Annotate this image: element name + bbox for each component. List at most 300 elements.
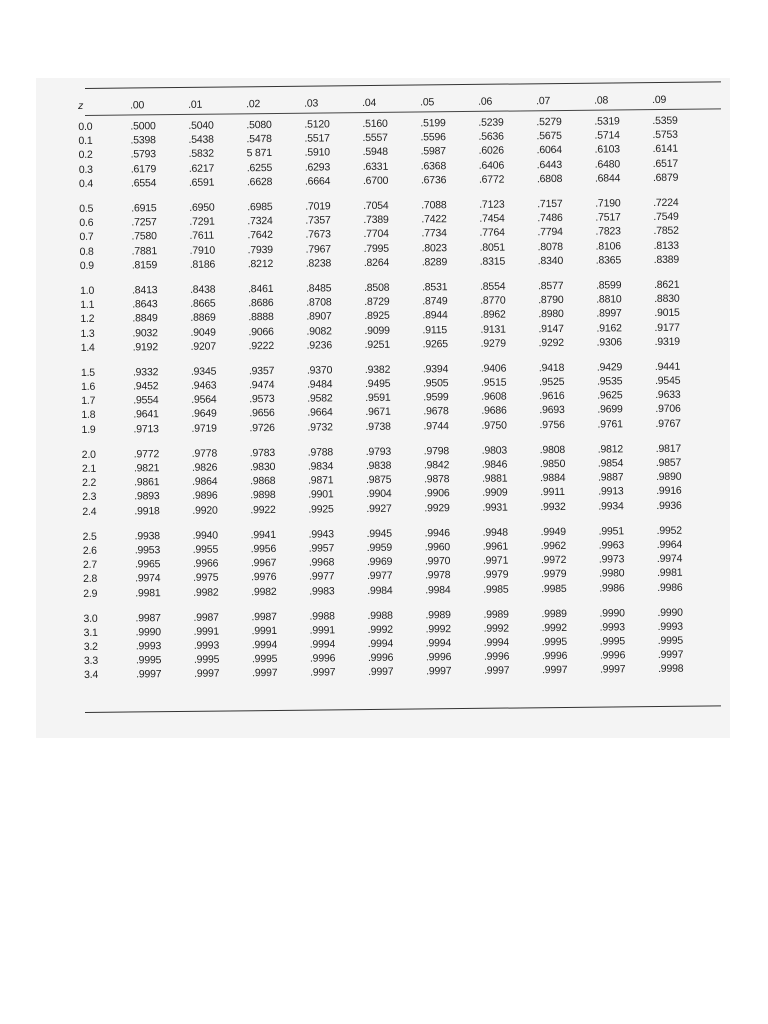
probability-cell: .9995 — [193, 653, 220, 667]
probability-cell: .9948 — [482, 526, 508, 539]
probability-cell: .7422 — [421, 213, 447, 226]
z-value-cell: 1.8 — [81, 409, 96, 422]
probability-cell: .8643 — [132, 298, 158, 311]
probability-cell: .9881 — [481, 472, 508, 486]
probability-cell: .9997 — [194, 668, 220, 681]
probability-cell: .9982 — [251, 585, 277, 598]
probability-cell: .9803 — [481, 444, 508, 457]
z-value-cell: 0.4 — [78, 177, 94, 190]
z-value-cell: 0.0 — [78, 120, 93, 134]
probability-cell: .7257 — [131, 216, 157, 229]
probability-cell: .9993 — [599, 621, 625, 634]
probability-cell: .5000 — [130, 120, 156, 133]
probability-cell: .9988 — [367, 609, 393, 622]
probability-cell: .8238 — [305, 257, 332, 270]
z-value-cell: 1.6 — [81, 380, 96, 394]
probability-cell: .7734 — [421, 227, 447, 240]
z-value-cell: 0.3 — [78, 163, 93, 176]
probability-cell: .9953 — [134, 544, 161, 557]
probability-cell: .8925 — [364, 310, 390, 323]
z-value-cell: 2.3 — [82, 491, 97, 504]
probability-cell: .9992 — [425, 623, 451, 636]
probability-cell: .9979 — [540, 568, 567, 581]
probability-cell: .9292 — [538, 336, 564, 349]
probability-cell: .8888 — [248, 311, 274, 324]
probability-cell: .7019 — [305, 200, 331, 213]
probability-cell: .9761 — [597, 417, 623, 431]
probability-cell: .9738 — [365, 420, 391, 433]
probability-cell: .7611 — [189, 229, 215, 243]
probability-cell: .8461 — [247, 282, 274, 296]
probability-cell: .9931 — [482, 501, 508, 514]
probability-cell: .9418 — [538, 361, 565, 375]
probability-cell: .9989 — [425, 608, 451, 622]
z-value-cell: 1.3 — [80, 327, 95, 340]
probability-cell: .9868 — [250, 475, 276, 488]
z-value-cell: 2.7 — [82, 558, 97, 572]
probability-cell: .9934 — [598, 499, 624, 513]
probability-cell: .9838 — [365, 459, 392, 473]
probability-cell: .9940 — [192, 529, 218, 542]
probability-cell: .6480 — [594, 157, 621, 171]
probability-cell: .9994 — [309, 638, 336, 651]
z-value-cell: 0.2 — [78, 149, 93, 162]
probability-cell: .9929 — [424, 501, 450, 514]
probability-cell: .9207 — [190, 340, 216, 353]
probability-cell: .8186 — [189, 258, 216, 271]
probability-cell: .9854 — [597, 457, 624, 470]
probability-cell: .8869 — [190, 311, 216, 325]
probability-cell: .9864 — [192, 475, 218, 489]
probability-cell: .9664 — [307, 406, 333, 420]
probability-cell: .9987 — [193, 611, 219, 624]
probability-cell: .9943 — [308, 528, 334, 541]
probability-cell: .9990 — [135, 626, 161, 639]
probability-cell: .7794 — [537, 226, 563, 239]
z-value-cell: 3.0 — [83, 612, 98, 625]
probability-cell: .9049 — [190, 326, 216, 339]
probability-cell: .9949 — [540, 525, 566, 538]
probability-cell: .6368 — [420, 159, 447, 173]
probability-cell: .9966 — [192, 557, 219, 570]
column-header: .04 — [362, 96, 377, 110]
probability-cell: .9984 — [367, 584, 393, 597]
z-value-cell: 1.2 — [80, 313, 95, 326]
probability-cell: .9699 — [597, 403, 623, 417]
probability-cell: .5040 — [188, 119, 214, 132]
probability-cell: .8438 — [189, 283, 216, 296]
z-value-cell: 0.7 — [79, 231, 94, 244]
probability-cell: .9032 — [132, 326, 158, 339]
probability-cell: .9846 — [481, 458, 508, 471]
probability-cell: .9932 — [540, 500, 566, 513]
probability-cell: .9992 — [541, 621, 567, 635]
probability-cell: .6985 — [247, 201, 273, 214]
probability-cell: .9842 — [423, 459, 450, 472]
probability-cell: .9463 — [191, 379, 217, 392]
probability-cell: .9996 — [425, 651, 452, 664]
probability-cell: 5 871 — [246, 147, 272, 160]
probability-cell: .6664 — [304, 175, 331, 188]
probability-cell: .9808 — [539, 443, 566, 457]
probability-cell: .6808 — [536, 172, 563, 186]
probability-cell: .5478 — [246, 133, 272, 146]
probability-cell: .6064 — [536, 144, 562, 157]
probability-cell: .5239 — [478, 116, 504, 129]
probability-cell: .9974 — [135, 572, 161, 585]
probability-cell: .9616 — [539, 390, 565, 403]
probability-cell: .9965 — [134, 558, 161, 571]
probability-cell: .6554 — [130, 177, 157, 190]
probability-cell: .9744 — [423, 419, 449, 433]
column-header: .03 — [304, 97, 319, 110]
probability-cell: .9918 — [134, 504, 160, 518]
probability-cell: .9826 — [191, 461, 218, 474]
probability-cell: .9992 — [367, 623, 393, 636]
probability-cell: .6406 — [478, 159, 505, 172]
probability-cell: .9970 — [424, 555, 451, 568]
probability-cell: .9909 — [482, 486, 508, 500]
probability-cell: .6293 — [304, 161, 331, 174]
probability-cell: .9938 — [134, 529, 160, 543]
probability-cell: .7190 — [595, 197, 621, 210]
probability-cell: .9357 — [248, 364, 275, 378]
column-header: .09 — [652, 93, 667, 106]
probability-cell: .5714 — [594, 129, 620, 142]
probability-cell: .9901 — [308, 488, 334, 502]
z-value-cell: 1.7 — [81, 395, 96, 408]
probability-cell: .9987 — [135, 611, 161, 625]
probability-cell: .9996 — [483, 650, 510, 664]
probability-cell: .8051 — [479, 241, 505, 254]
probability-cell: .8849 — [132, 312, 158, 325]
probability-cell: .5557 — [362, 132, 388, 145]
probability-cell: .9591 — [365, 392, 391, 405]
probability-cell: .9998 — [657, 663, 684, 676]
probability-cell: .9988 — [309, 610, 335, 623]
probability-cell: .8133 — [653, 239, 679, 252]
column-header: .08 — [594, 94, 609, 107]
probability-cell: .5080 — [246, 119, 272, 132]
probability-cell: .9996 — [309, 652, 336, 665]
probability-cell: .9997 — [136, 668, 162, 681]
probability-cell: .8577 — [537, 279, 564, 293]
probability-cell: .9920 — [192, 504, 218, 517]
probability-cell: .9830 — [249, 460, 276, 474]
probability-cell: .6217 — [188, 162, 215, 175]
probability-cell: .9082 — [306, 324, 332, 338]
probability-cell: .6255 — [246, 161, 273, 174]
probability-cell: .9967 — [250, 557, 277, 570]
probability-cell: .9573 — [249, 393, 275, 406]
column-header: .05 — [420, 96, 435, 109]
probability-cell: .9706 — [655, 403, 681, 416]
probability-cell: .9861 — [134, 476, 160, 489]
probability-cell: .9265 — [422, 337, 448, 351]
column-header: .00 — [130, 99, 145, 112]
probability-cell: .9484 — [306, 378, 333, 391]
probability-cell: .9982 — [193, 586, 219, 599]
probability-cell: .7642 — [247, 229, 273, 242]
probability-cell: .9756 — [539, 418, 565, 431]
probability-cell: .9984 — [425, 583, 451, 596]
probability-cell: .9893 — [134, 490, 160, 503]
probability-cell: .7054 — [363, 199, 389, 213]
probability-cell: .9817 — [655, 442, 682, 455]
z-value-cell: 0.9 — [79, 259, 94, 272]
probability-cell: .8944 — [422, 309, 448, 322]
probability-cell: .9977 — [367, 570, 393, 583]
probability-cell: .9911 — [540, 486, 565, 499]
column-header: .01 — [188, 98, 203, 111]
probability-cell: .8962 — [480, 308, 506, 322]
probability-cell: .8770 — [480, 294, 506, 307]
z-value-cell: 0.8 — [79, 245, 94, 258]
probability-cell: .6736 — [420, 173, 447, 187]
column-header: .07 — [536, 95, 551, 108]
probability-cell: .9989 — [483, 608, 509, 621]
probability-cell: .5636 — [478, 130, 504, 144]
probability-cell: .8531 — [421, 281, 448, 294]
z-value-cell: 1.9 — [81, 423, 96, 436]
probability-cell: .8599 — [595, 279, 622, 292]
probability-cell: .9394 — [422, 363, 449, 376]
probability-cell: .9222 — [248, 339, 274, 352]
probability-cell: .9994 — [425, 637, 452, 650]
probability-cell: .9671 — [365, 406, 391, 419]
probability-cell: .7823 — [595, 225, 621, 238]
probability-cell: .8749 — [422, 295, 448, 308]
probability-cell: .9991 — [193, 625, 219, 638]
probability-cell: .9896 — [192, 489, 218, 503]
probability-cell: .9406 — [480, 362, 507, 375]
probability-cell: .9904 — [366, 488, 392, 501]
probability-cell: .8686 — [248, 297, 274, 310]
probability-cell: .9983 — [309, 584, 335, 598]
z-value-cell: 3.2 — [83, 640, 98, 654]
z-value-cell: 0.1 — [78, 135, 93, 148]
probability-cell: .8554 — [479, 280, 506, 293]
probability-cell: .7123 — [479, 198, 505, 211]
z-value-cell: 1.5 — [80, 366, 95, 379]
probability-cell: .7910 — [189, 244, 215, 257]
probability-cell: .9916 — [656, 485, 682, 498]
probability-cell: .9981 — [656, 567, 683, 580]
probability-cell: .9545 — [654, 374, 681, 388]
normal-distribution-table — [78, 87, 732, 682]
probability-cell: .9993 — [193, 639, 220, 652]
probability-cell: .9834 — [307, 460, 334, 473]
table-body — [78, 113, 732, 682]
probability-cell: .9162 — [596, 321, 622, 335]
probability-cell: .9750 — [481, 419, 507, 432]
probability-cell: .9015 — [654, 307, 680, 320]
probability-cell: .9251 — [364, 338, 390, 351]
probability-cell: .9972 — [540, 554, 567, 567]
probability-cell: .9973 — [598, 553, 625, 566]
probability-cell: .9192 — [132, 340, 158, 354]
probability-cell: .9535 — [596, 375, 623, 388]
probability-cell: .9968 — [308, 556, 335, 569]
probability-cell: .9961 — [482, 540, 509, 553]
probability-cell: .9996 — [541, 650, 568, 663]
probability-cell: .9981 — [135, 586, 161, 599]
z-value-cell: 0.5 — [79, 202, 94, 216]
probability-cell: .6879 — [652, 171, 679, 184]
probability-cell: .6591 — [188, 176, 215, 189]
probability-cell: .9656 — [249, 407, 275, 420]
probability-cell: .9429 — [596, 361, 623, 374]
probability-cell: .8708 — [306, 296, 332, 309]
probability-cell: .9783 — [249, 446, 276, 460]
probability-cell: .7580 — [131, 230, 157, 243]
z-value-cell: 1.0 — [79, 284, 95, 297]
probability-cell: .9955 — [192, 543, 219, 556]
probability-cell: .9977 — [309, 570, 335, 583]
probability-cell: .9726 — [249, 421, 275, 434]
probability-cell: .9693 — [539, 404, 565, 417]
z-value-cell: 3.4 — [84, 669, 99, 682]
probability-cell: .9969 — [366, 555, 393, 569]
probability-cell: .7486 — [537, 212, 563, 225]
probability-cell: .9778 — [191, 447, 218, 460]
probability-cell: .9788 — [307, 446, 334, 459]
probability-cell: .8023 — [421, 241, 447, 255]
probability-cell: .9997 — [542, 664, 568, 677]
probability-cell: .9952 — [656, 524, 682, 537]
probability-cell: .9850 — [539, 457, 566, 471]
probability-cell: .9945 — [366, 527, 392, 540]
probability-cell: .8980 — [538, 308, 564, 321]
probability-cell: .9812 — [597, 443, 624, 456]
probability-cell: .9997 — [599, 663, 626, 677]
probability-cell: .7673 — [305, 228, 331, 242]
z-value-cell: 3.1 — [83, 626, 98, 639]
probability-cell: .9147 — [538, 322, 564, 335]
probability-cell: .9319 — [654, 335, 680, 348]
probability-cell: .8078 — [537, 240, 563, 253]
probability-cell: .8621 — [653, 278, 680, 291]
probability-cell: .9452 — [133, 380, 159, 393]
probability-cell: .9978 — [425, 569, 451, 582]
probability-cell: .9099 — [364, 324, 390, 337]
probability-cell: .9382 — [364, 363, 391, 376]
probability-cell: .8389 — [653, 253, 680, 266]
probability-cell: .9951 — [598, 525, 624, 538]
probability-cell: .9505 — [422, 377, 449, 390]
z-value-cell: 2.8 — [83, 573, 98, 586]
probability-cell: .5832 — [188, 148, 214, 161]
probability-cell: .9987 — [251, 610, 277, 623]
probability-cell: .8315 — [479, 255, 506, 268]
probability-cell: .8413 — [131, 284, 158, 297]
z-value-cell: 2.2 — [82, 477, 97, 490]
z-value-cell: 2.5 — [82, 530, 97, 543]
probability-cell: .9927 — [366, 502, 392, 515]
probability-cell: .9936 — [656, 499, 682, 512]
column-header: .02 — [246, 98, 261, 111]
probability-cell: .9925 — [308, 502, 334, 516]
probability-cell: .9887 — [597, 471, 624, 484]
probability-cell: .6772 — [478, 173, 505, 186]
probability-cell: .8264 — [363, 256, 390, 269]
probability-cell: .6950 — [189, 201, 215, 214]
probability-cell: .5319 — [594, 115, 620, 128]
probability-cell: .9345 — [190, 365, 217, 378]
probability-cell: .9306 — [596, 336, 622, 349]
z-value-cell: 0.6 — [79, 217, 94, 230]
probability-cell: .9564 — [191, 393, 217, 407]
probability-cell: .9177 — [654, 321, 680, 334]
probability-cell: .9985 — [541, 582, 567, 595]
probability-cell: .7995 — [363, 242, 389, 255]
probability-cell: .9906 — [424, 487, 450, 500]
probability-cell: .8106 — [595, 239, 621, 253]
probability-cell: .7088 — [421, 199, 447, 212]
probability-cell: .9956 — [250, 542, 277, 556]
probability-cell: .6141 — [652, 143, 678, 156]
probability-cell: .9890 — [655, 470, 682, 484]
probability-cell: .7389 — [363, 213, 389, 227]
probability-cell: .7517 — [595, 211, 621, 224]
probability-cell: .9913 — [598, 485, 624, 498]
probability-cell: .6103 — [594, 143, 620, 157]
probability-cell: .9995 — [251, 653, 278, 666]
probability-cell: .8810 — [596, 293, 622, 306]
probability-cell: .9686 — [481, 404, 507, 418]
probability-cell: .9941 — [250, 528, 276, 541]
probability-cell: .8665 — [190, 297, 216, 310]
z-value-cell: 2.1 — [81, 462, 96, 476]
probability-cell: .9995 — [657, 634, 684, 648]
probability-cell: .5793 — [130, 148, 156, 161]
probability-cell: .9793 — [365, 445, 392, 458]
probability-cell: .9719 — [191, 422, 217, 435]
probability-cell: .8485 — [305, 282, 332, 295]
probability-cell: .6179 — [130, 162, 157, 176]
probability-cell: .9994 — [483, 636, 510, 649]
z-value-cell: 2.9 — [83, 587, 98, 600]
probability-cell: .9997 — [657, 648, 684, 662]
probability-cell: .6443 — [536, 158, 563, 171]
z-value-cell: 1.4 — [80, 341, 95, 354]
probability-cell: .9649 — [191, 408, 217, 421]
probability-cell: .9994 — [367, 637, 394, 651]
probability-cell: .9960 — [424, 541, 451, 554]
probability-cell: .9857 — [655, 456, 682, 469]
probability-cell: .5675 — [536, 130, 562, 143]
probability-cell: .9515 — [480, 376, 507, 389]
probability-cell: .9994 — [251, 639, 278, 652]
probability-cell: .9975 — [193, 571, 219, 585]
probability-cell: .8907 — [306, 310, 332, 323]
probability-cell: .9995 — [541, 636, 568, 649]
probability-cell: .9370 — [306, 364, 333, 377]
probability-cell: .5120 — [304, 118, 330, 131]
probability-cell: .5398 — [130, 134, 156, 147]
probability-cell: .9678 — [423, 405, 449, 418]
probability-cell: .5160 — [362, 117, 388, 131]
probability-cell: .9964 — [656, 538, 683, 551]
probability-cell: .9996 — [367, 652, 394, 665]
probability-cell: .5987 — [420, 145, 446, 158]
probability-cell: .9991 — [251, 624, 277, 638]
probability-cell: .8365 — [595, 254, 622, 267]
probability-cell: .7764 — [479, 226, 505, 240]
probability-cell: .9821 — [133, 462, 160, 475]
probability-cell: .7324 — [247, 215, 273, 228]
probability-cell: .9993 — [135, 640, 162, 653]
